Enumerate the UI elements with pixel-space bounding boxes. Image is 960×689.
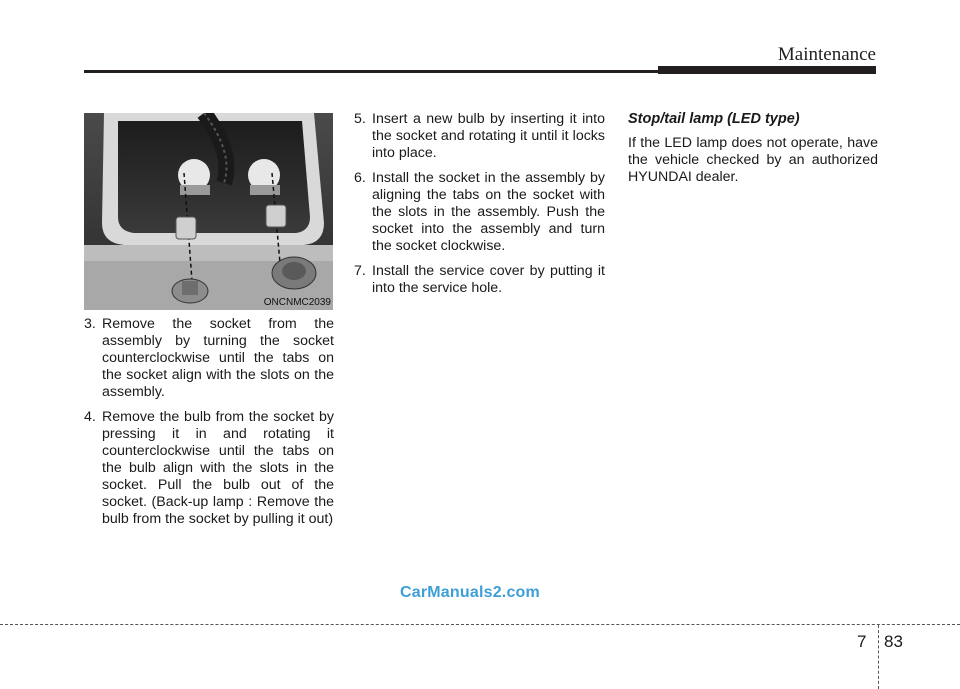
step-4 [84, 409, 334, 528]
step-text: Install the service cover by putting it into the service hole. [372, 263, 605, 296]
led-lamp-paragraph: If the LED lamp does not operate, have the vehicle checked by an authorized HYUNDAI dealer. [628, 135, 878, 185]
step-number: 4. [84, 409, 96, 425]
step-number: 5. [354, 111, 366, 127]
watermark-link[interactable]: CarManuals2.com [400, 584, 540, 601]
step-number: 6. [354, 170, 366, 186]
step-5 [354, 111, 605, 162]
header-rule-thick [658, 66, 876, 74]
page-number: 83 [884, 632, 903, 651]
step-text: Insert a new bulb by inserting it into the socket and rotating it until it locks into place. [372, 111, 605, 161]
column-right [628, 111, 878, 186]
lamp-socket-photo [84, 113, 333, 310]
step-text: Remove the socket from the assembly by turning the socket counterclockwise until the tabs on the socket align with the slots on the assembly. [102, 316, 334, 400]
step-text: Remove the bulb from the socket by pressing it in and rotating it counterclockwise until the tabs on the bulb align with the slots in the socket. Pull the bulb out of the socket. (Back-up lamp : Remove the bulb from the socket by pulling it out) [102, 409, 334, 527]
column-left [84, 316, 334, 536]
section-title: Maintenance [777, 44, 876, 65]
footer-rule [0, 624, 960, 625]
figure-code: ONCNMC2039 [263, 297, 331, 308]
subsection-heading: Stop/tail lamp (LED type) [628, 111, 800, 127]
step-6 [354, 170, 605, 255]
step-3 [84, 316, 334, 401]
chapter-number: 7 [857, 632, 867, 651]
step-number: 3. [84, 316, 96, 332]
header-rule [84, 70, 664, 73]
footer-divider [878, 625, 879, 689]
step-7 [354, 263, 605, 297]
step-text: Install the socket in the assembly by aligning the tabs on the socket with the slots in the assembly. Push the socket into the assembly and turn the socket clockwise. [372, 170, 605, 254]
photo-illustration [84, 113, 333, 310]
column-middle [354, 111, 605, 305]
step-number: 7. [354, 263, 366, 279]
